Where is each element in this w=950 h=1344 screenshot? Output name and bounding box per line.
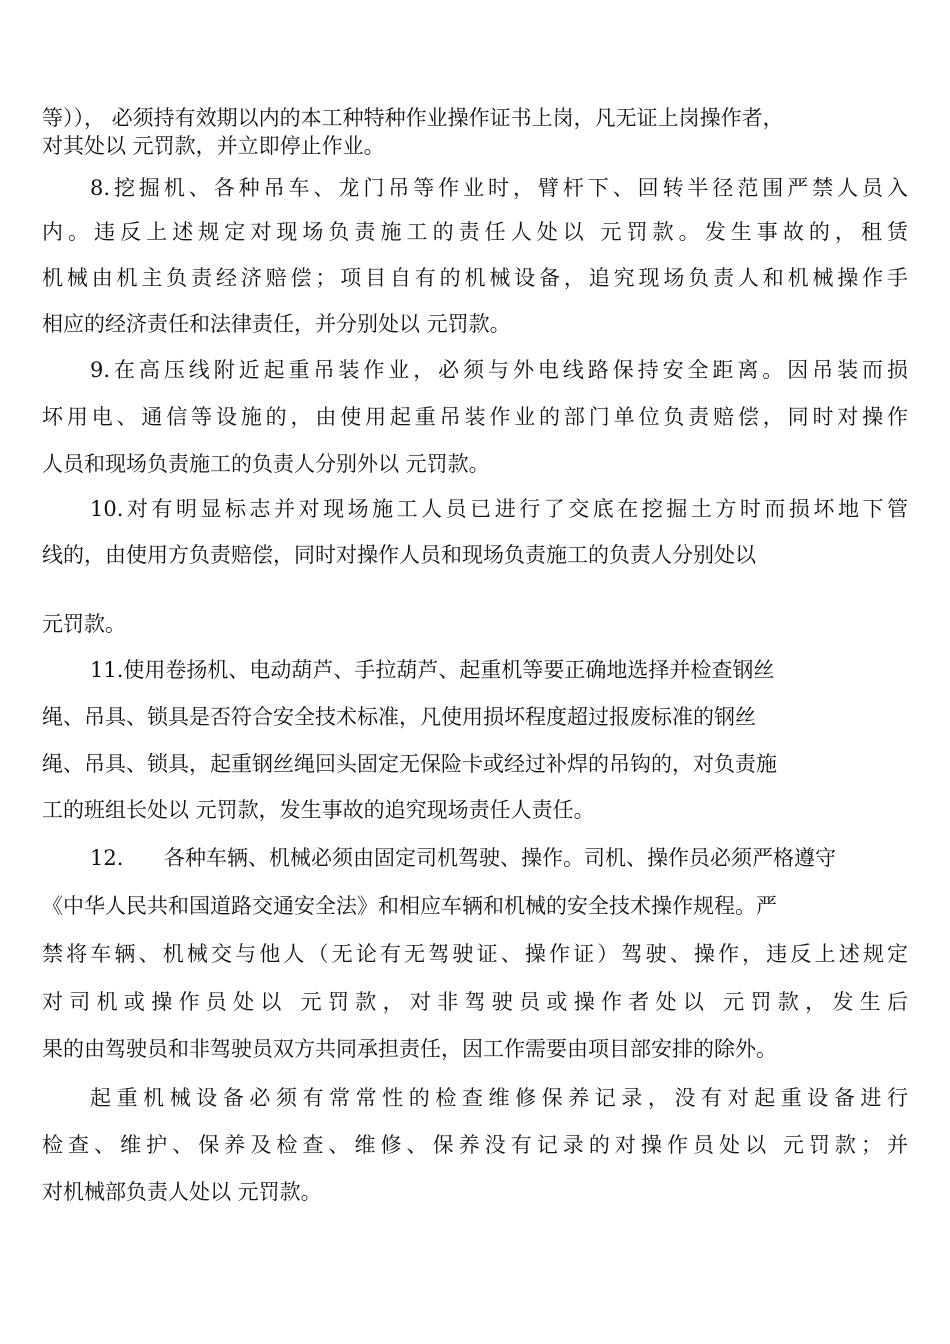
text-line-7: 9.在高压线附近起重吊装作业，必须与外电线路保持安全距离。因吊装而损 [90,358,908,382]
text-line-20: 对司机或操作员处以 元罚款，对非驾驶员或操作者处以 元罚款，发生后 [42,990,908,1014]
text-line-11: 线的，由使用方负责赔偿，同时对操作人员和现场负责施工的负责人分别处以 [42,543,756,567]
text-line-19: 禁将车辆、机械交与他人（无论有无驾驶证、操作证）驾驶、操作，违反上述规定 [42,942,908,966]
text-line-12: 元罚款。 [42,612,126,636]
text-line-5: 机械由机主负责经济赔偿；项目自有的机械设备，追究现场负责人和机械操作手 [42,266,908,290]
text-line-14: 绳、吊具、锁具是否符合安全技术标准，凡使用损坏程度超过报废标准的钢丝 [42,705,756,729]
text-line-22: 起重机械设备必须有常常性的检查维修保养记录，没有对起重设备进行 [90,1086,908,1110]
text-line-6: 相应的经济责任和法律责任，并分别处以 元罚款。 [42,312,511,336]
text-line-23: 检查、维护、保养及检查、维修、保养没有记录的对操作员处以 元罚款；并 [42,1133,908,1157]
text-line-17: 各种车辆、机械必须由固定司机驾驶、操作。司机、操作员必须严格遵守 [164,846,836,870]
text-line-3: 8.挖掘机、各种吊车、龙门吊等作业时，臂杆下、回转半径范围严禁人员入 [90,176,908,200]
text-line-10: 10.对有明显标志并对现场施工人员已进行了交底在挖掘土方时而损坏地下管 [90,497,908,521]
paragraph-number-12: 12. [90,846,124,870]
text-line-13: 11.使用卷扬机、电动葫芦、手拉葫芦、起重机等要正确地选择并检查钢丝 [90,658,775,682]
text-line-21: 果的由驾驶员和非驾驶员双方共同承担责任，因工作需要由项目部安排的除外。 [42,1037,777,1061]
text-line-9: 人员和现场负责施工的负责人分别外以 元罚款。 [42,452,490,476]
text-line-8: 坏用电、通信等设施的，由使用起重吊装作业的部门单位负责赔偿，同时对操作 [42,405,908,429]
text-line-24: 对机械部负责人处以 元罚款。 [42,1180,322,1204]
text-line-15: 绳、吊具、锁具，起重钢丝绳回头固定无保险卡或经过补焊的吊钩的，对负责施 [42,752,777,776]
text-line-16: 工的班组长处以 元罚款，发生事故的追究现场责任人责任。 [42,798,595,822]
text-line-18: 《中华人民共和国道路交通安全法》和相应车辆和机械的安全技术操作规程。严 [42,894,777,918]
text-line-4: 内。违反上述规定对现场负责施工的责任人处以 元罚款。发生事故的，租赁 [42,220,908,244]
text-line-2: 对其处以 元罚款，并立即停止作业。 [42,134,385,158]
text-line-1: 等））， 必须持有效期以内的本工种特种作业操作证书上岗，凡无证上岗操作者， [42,106,784,130]
